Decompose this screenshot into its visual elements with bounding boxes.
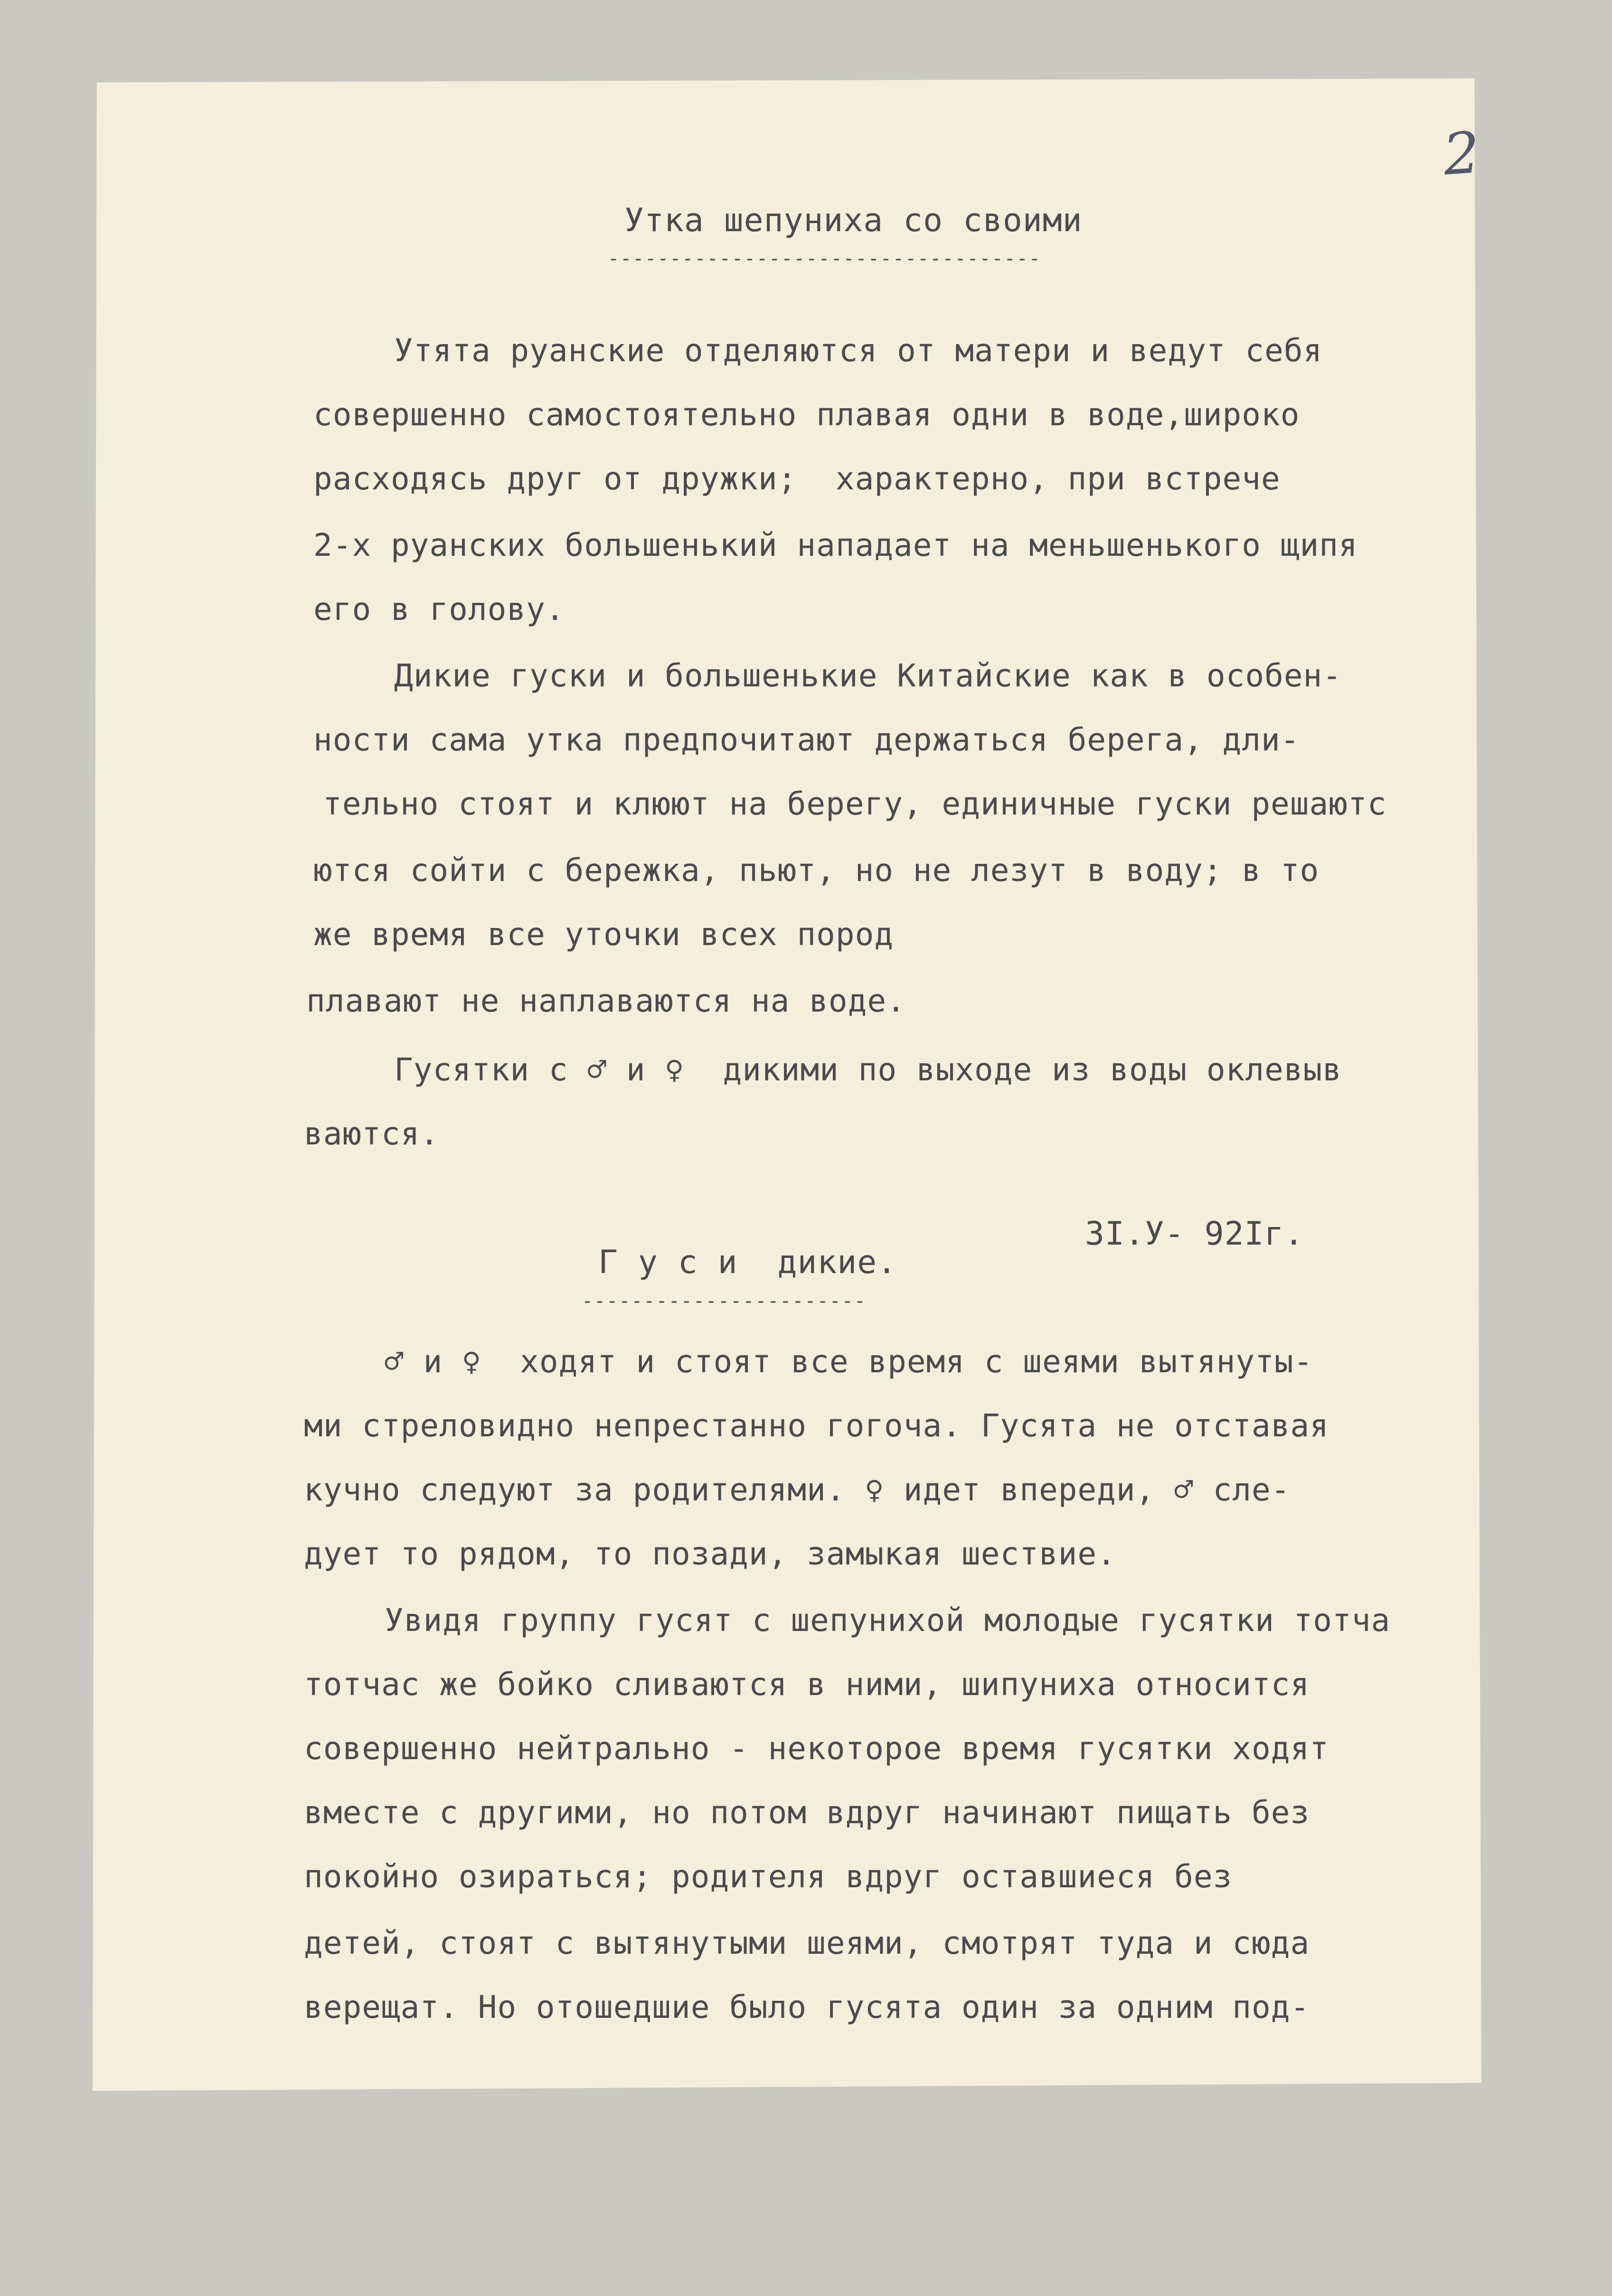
heading-underline: ----------------------------------- [608, 248, 1041, 270]
text-line: верещат. Но отошедшие было гусята один за одним под- [304, 1989, 1310, 2025]
section-heading: Утка шепуниха со своими [624, 202, 1083, 239]
text-line: расходясь друг от дружки; характерно, при встрече [313, 460, 1281, 497]
section-heading: Г у с и дикие. [598, 1244, 897, 1281]
heading-underline: ----------------------- [582, 1290, 867, 1312]
text-line: Увидя группу гусят с шепунихой молодые гусятки тотча [385, 1602, 1391, 1639]
text-line: плавают не наплаваются на воде. [306, 983, 906, 1019]
text-line: ности сама утка предпочитают держаться берега, дли- [313, 722, 1300, 758]
text-line: совершенно нейтрально - некоторое время гусятки ходят [304, 1730, 1329, 1767]
text-line: 2-х руанских большенький нападает на меньшенького щипя [313, 527, 1358, 563]
page-number: 2 [1441, 120, 1482, 188]
text-line: тотчас же бойко сливаются в ними, шипуниха относится [304, 1666, 1310, 1703]
text-line: Гусятки с ♂ и ♀ дикими по выходе из воды оклевыв [394, 1051, 1342, 1088]
text-line: кучно следуют за родителями. ♀ идет впереди, ♂ сле- [304, 1471, 1291, 1508]
text-line: ваются. [304, 1115, 440, 1152]
text-line: ми стреловидно непрестанно гогоча. Гусята не отставая [304, 1407, 1329, 1444]
text-line: ♂ и ♀ ходят и стоят все время с шеями вытянуты- [385, 1343, 1313, 1380]
text-line: Дикие гуски и большенькие Китайские как в особен- [394, 657, 1342, 694]
text-line: ются сойти с бережка, пьют, но не лезут в воду; в то [313, 852, 1320, 889]
date-stamp: 3I.У- 92Iг. [1085, 1215, 1304, 1253]
text-line: дует то рядом, то позади, замыкая шествие. [304, 1536, 1116, 1572]
text-line: совершенно самостоятельно плавая одни в воде,широко [313, 396, 1300, 433]
text-line: детей, стоят с вытянутыми шеями, смотрят туда и сюда [304, 1925, 1310, 1961]
text-line: Утята руанские отделяются от матери и ведут себя [394, 332, 1323, 369]
text-line: тельно стоят и клюют на берегу, единичные гуски решаютс [323, 786, 1387, 822]
text-line: же время все уточки всех пород [313, 916, 894, 953]
text-line: вместе с другими, но потом вдруг начинают пищать без [304, 1794, 1310, 1831]
text-line: его в голову. [313, 591, 565, 628]
text-line: покойно озираться; родителя вдруг оставшиеся без [304, 1858, 1233, 1895]
